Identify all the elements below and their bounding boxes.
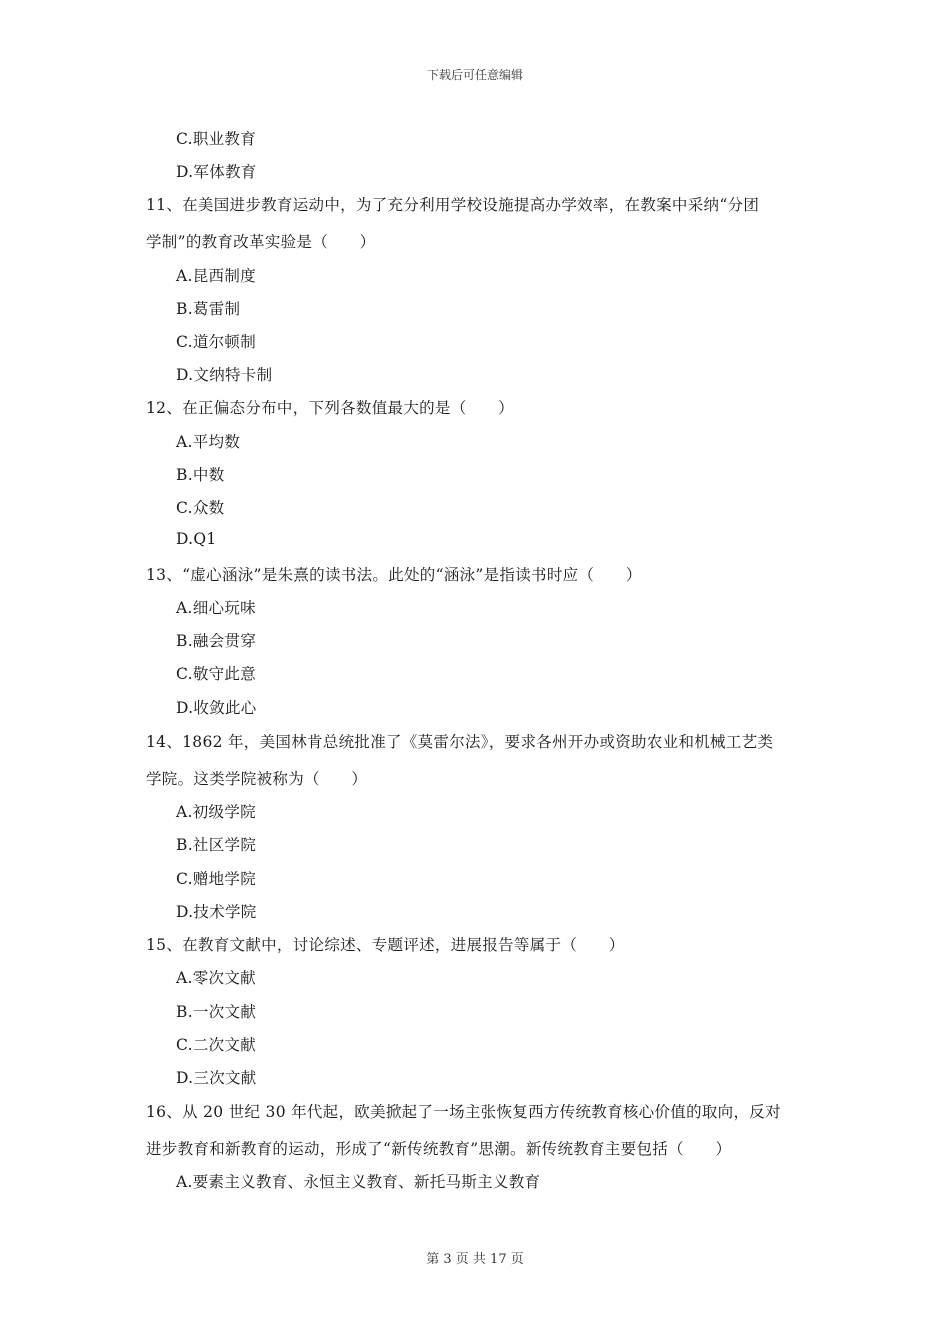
question-11-option-b: B.葛雷制	[176, 300, 241, 318]
question-12-text: 12、在正偏态分布中，下列各数值最大的是（ ）	[146, 399, 514, 417]
question-16-text: 16、从 20 世纪 30 年代起，欧美掀起了一场主张恢复西方传统教育核心价值的取向，反对	[146, 1103, 781, 1121]
question-11-option-c: C.道尔顿制	[176, 333, 257, 351]
question-14-option-d: D.技术学院	[176, 903, 257, 921]
question-12-option-a: A.平均数	[176, 433, 241, 451]
question-15-text: 15、在教育文献中，讨论综述、专题评述，进展报告等属于（ ）	[146, 936, 625, 954]
question-13-option-b: B.融会贯穿	[176, 632, 257, 650]
question-11-option-a: A.昆西制度	[176, 267, 256, 285]
question-14-option-b: B.社区学院	[176, 836, 257, 854]
option-d-previous: D.军体教育	[176, 163, 257, 181]
question-15-option-a: A.零次文献	[176, 969, 256, 987]
page-header: 下载后可任意编辑	[426, 68, 523, 82]
question-11-text: 11、在美国进步教育运动中，为了充分利用学校设施提高办学效率，在教案中采纳“分团	[146, 196, 760, 214]
question-13-option-d: D.收敛此心	[176, 699, 257, 717]
question-15-option-b: B.一次文献	[176, 1003, 257, 1021]
option-c-previous: C.职业教育	[176, 130, 257, 148]
question-12-option-b: B.中数	[176, 466, 225, 484]
question-14-option-c: C.赠地学院	[176, 870, 257, 888]
question-16-text-cont: 进步教育和新教育的运动，形成了“新传统教育”思潮。新传统教育主要包括（ ）	[146, 1140, 732, 1158]
question-15-option-d: D.三次文献	[176, 1069, 257, 1087]
question-12-option-d: D.Q1	[176, 530, 217, 548]
question-13-text: 13、“虚心涵泳”是朱熹的读书法。此处的“涵泳”是指读书时应（ ）	[146, 566, 642, 584]
question-14-option-a: A.初级学院	[176, 803, 256, 821]
question-15-option-c: C.二次文献	[176, 1036, 257, 1054]
question-13-option-c: C.敬守此意	[176, 665, 257, 683]
question-14-text: 14、1862 年，美国林肯总统批准了《莫雷尔法》，要求各州开办或资助农业和机械工艺类	[146, 733, 774, 751]
question-13-option-a: A.细心玩味	[176, 599, 256, 617]
question-12-option-c: C.众数	[176, 499, 225, 517]
question-14-text-cont: 学院。这类学院被称为（ ）	[146, 770, 368, 788]
question-11-text-cont: 学制”的教育改革实验是（ ）	[146, 233, 376, 251]
question-11-option-d: D.文纳特卡制	[176, 366, 273, 384]
page-footer: 第 3 页 共 17 页	[426, 1252, 524, 1267]
question-16-option-a: A.要素主义教育、永恒主义教育、新托马斯主义教育	[176, 1173, 541, 1191]
